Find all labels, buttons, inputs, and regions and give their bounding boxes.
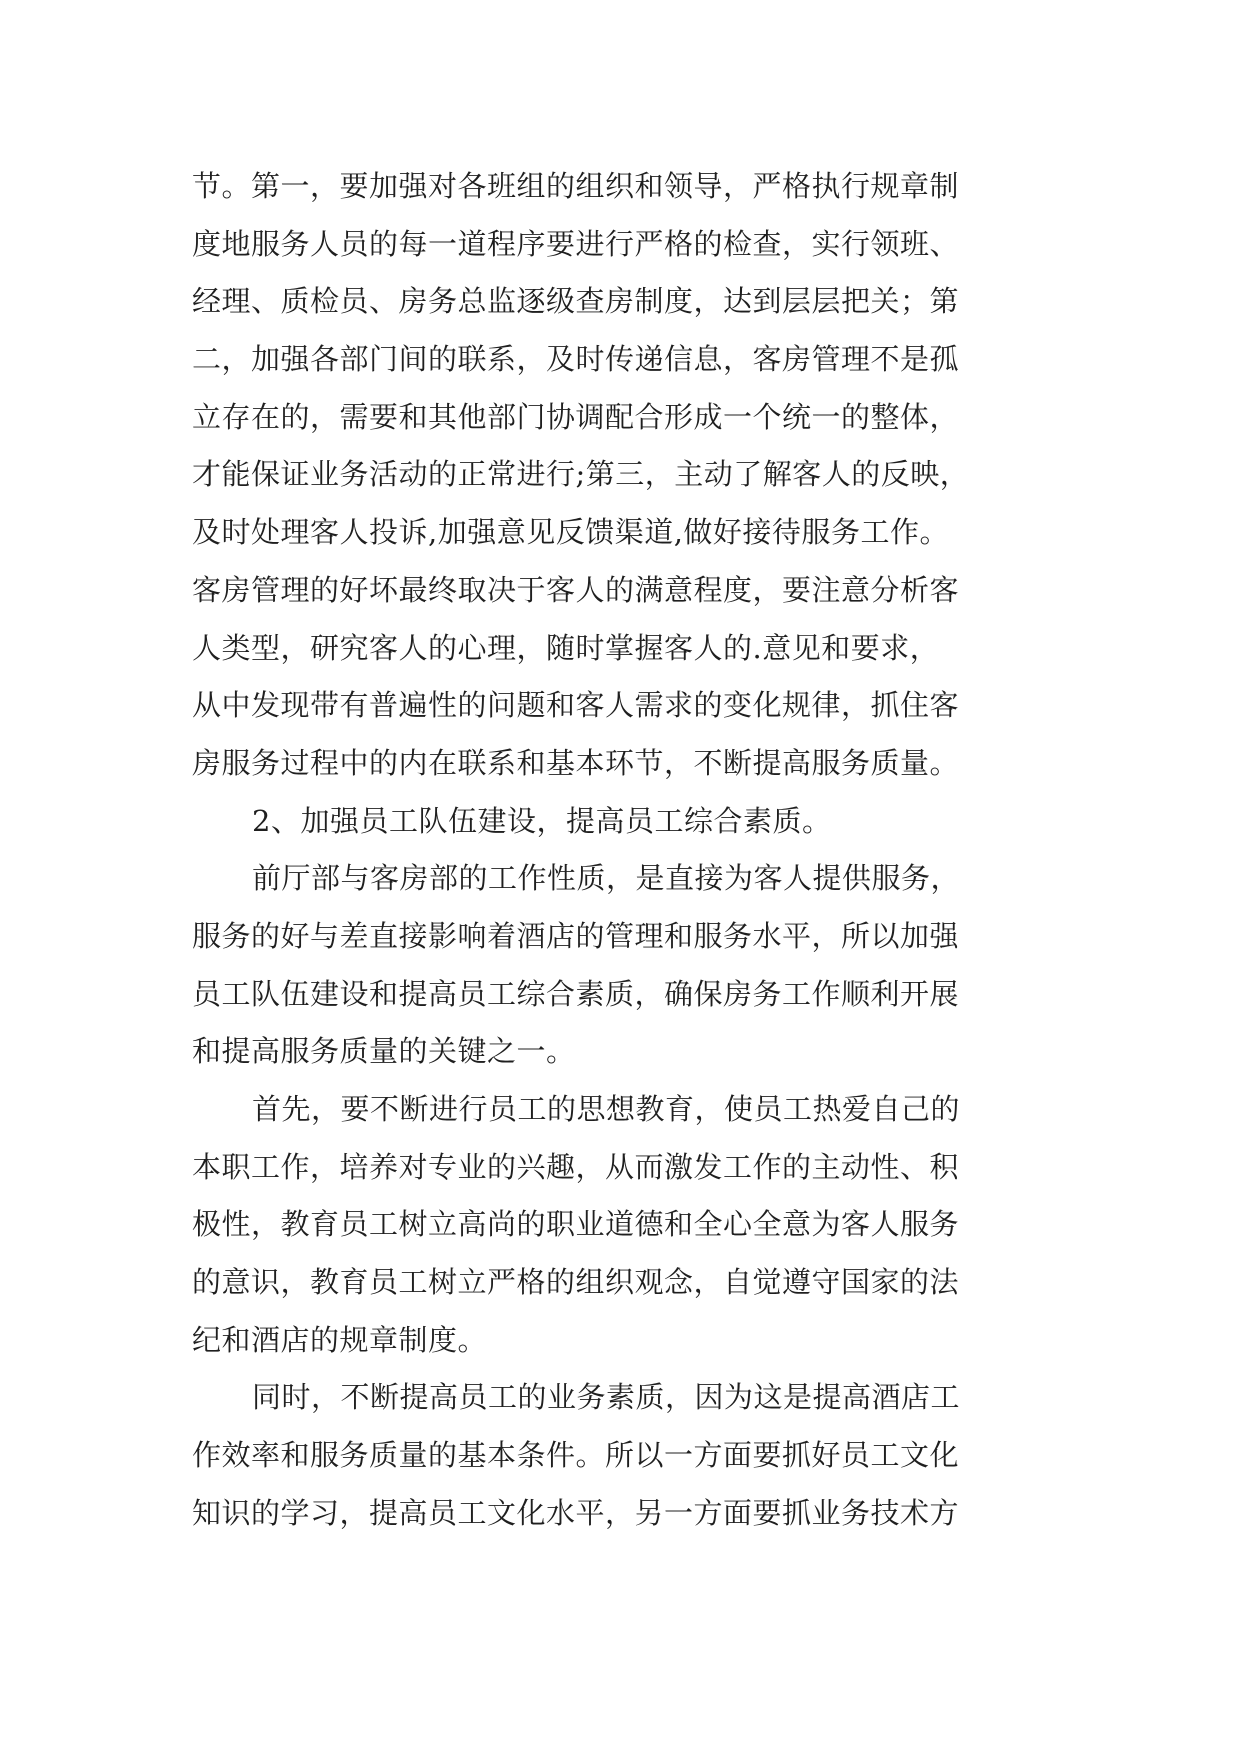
text-line: 及时处理客人投诉,加强意见反馈渠道,做好接待服务工作。 <box>192 515 949 550</box>
text-line: 同时，不断提高员工的业务素质，因为这是提高酒店工 <box>252 1380 961 1415</box>
text-line: 首先，要不断进行员工的思想教育，使员工热爱自己的 <box>252 1092 961 1126</box>
text-line: 度地服务人员的每一道程序要进行严格的检查，实行领班、 <box>192 226 960 261</box>
text-line: 2、加强员工队伍建设，提高员工综合素质。 <box>252 803 832 838</box>
text-line: 客房管理的好坏最终取决于客人的满意程度，要注意分析客 <box>192 572 960 607</box>
text-line: 前厅部与客房部的工作性质，是直接为客人提供服务， <box>252 861 961 896</box>
text-line: 立存在的，需要和其他部门协调配合形成一个统一的整体， <box>192 399 960 434</box>
text-line: 极性，教育员工树立高尚的职业道德和全心全意为客人服务 <box>192 1207 960 1242</box>
text-line: 二，加强各部门间的联系，及时传递信息，客房管理不是孤 <box>192 342 960 377</box>
text-line: 服务的好与差直接影响着酒店的管理和服务水平，所以加强 <box>192 918 960 953</box>
text-line: 房服务过程中的内在联系和基本环节，不断提高服务质量。 <box>192 745 960 780</box>
text-line: 本职工作，培养对专业的兴趣，从而激发工作的主动性、积 <box>192 1149 960 1184</box>
text-line: 知识的学习，提高员工文化水平，另一方面要抓业务技术方 <box>192 1495 960 1530</box>
text-line: 作效率和服务质量的基本条件。所以一方面要抓好员工文化 <box>192 1438 960 1473</box>
text-line: 纪和酒店的规章制度。 <box>192 1322 488 1357</box>
text-line: 节。第一，要加强对各班组的组织和领导，严格执行规章制 <box>192 169 960 203</box>
text-line: 人类型，研究客人的心理，随时掌握客人的.意见和要求， <box>192 630 940 665</box>
document-body <box>192 158 1052 1543</box>
text-line: 从中发现带有普遍性的问题和客人需求的变化规律，抓住客 <box>192 688 960 723</box>
text-line: 经理、质检员、房务总监逐级查房制度，达到层层把关；第 <box>192 284 960 319</box>
text-line: 员工队伍建设和提高员工综合素质，确保房务工作顺利开展 <box>192 976 960 1011</box>
text-line: 和提高服务质量的关键之一。 <box>192 1034 576 1069</box>
text-line: 才能保证业务活动的正常进行;第三，主动了解客人的反映， <box>192 457 970 492</box>
text-line: 的意识，教育员工树立严格的组织观念，自觉遵守国家的法 <box>192 1265 960 1300</box>
